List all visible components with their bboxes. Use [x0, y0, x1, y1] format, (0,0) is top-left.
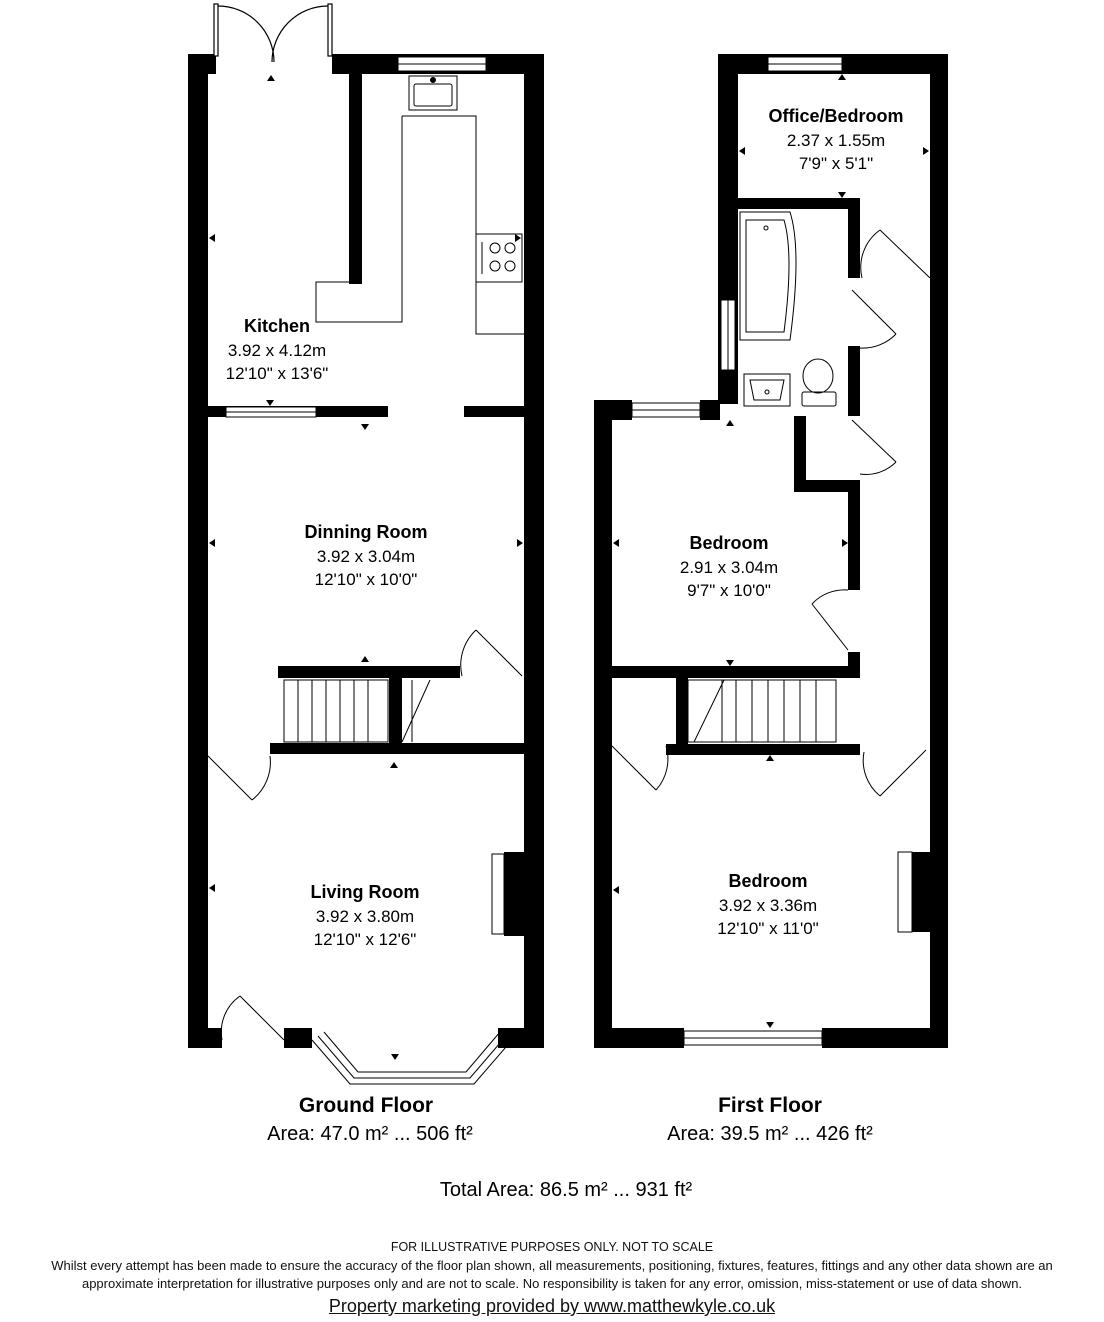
room-metric: 3.92 x 3.36m: [718, 896, 818, 915]
room-imperial: 9'7" x 10'0": [687, 581, 771, 600]
floor-title: First Floor: [718, 1094, 822, 1117]
floor-title: Ground Floor: [298, 1094, 434, 1117]
room-name: Living Room: [310, 882, 420, 902]
internal-window: [226, 407, 316, 417]
floor-area: Area: 39.5 m² ... 426 ft²: [667, 1123, 873, 1145]
room-name: Dinning Room: [304, 522, 428, 542]
room-imperial: 7'9" x 5'1": [798, 154, 874, 173]
total-area: Total Area: 86.5 m² ... 931 ft²: [439, 1179, 693, 1201]
room-imperial: 12'10" x 12'6": [313, 930, 417, 949]
bath-icon: [740, 212, 796, 340]
room-metric: 3.92 x 3.80m: [315, 907, 415, 926]
credit-link[interactable]: Property marketing provided by www.matthewkyle.co.uk: [328, 1296, 776, 1316]
room-name: Office/Bedroom: [768, 106, 904, 126]
room-imperial: 12'10" x 11'0": [717, 919, 819, 938]
floor-area: Area: 47.0 m² ... 506 ft²: [267, 1123, 473, 1145]
ground-floor-stairs: [284, 680, 430, 742]
ground-floor-doors: [208, 630, 522, 1040]
toilet-icon: [802, 359, 836, 406]
room-metric: 2.37 x 1.55m: [786, 131, 886, 150]
basin-icon: [744, 374, 790, 406]
kitchen-window: [398, 57, 486, 71]
bay-window: [312, 1032, 512, 1084]
room-metric: 3.92 x 3.04m: [316, 547, 416, 566]
kitchen-worktops: [316, 116, 524, 334]
disclaimer-title: FOR ILLUSTRATIVE PURPOSES ONLY. NOT TO SCALE: [390, 1240, 714, 1254]
disclaimer-line: Whilst every attempt has been made to ensure the accuracy of the floor plan shown, all measurements, positioning, fixtures, features, fittings and any other data shown are an: [51, 1258, 1053, 1273]
room-metric: 2.91 x 3.04m: [679, 558, 779, 577]
room-name: Bedroom: [689, 533, 769, 553]
room-imperial: 12'10" x 10'0": [314, 570, 418, 589]
disclaimer-line: approximate interpretation for illustrative purposes only and are not to scale. No responsibility is taken for any error, omission, miss-statement or use of data shown.: [81, 1276, 1023, 1291]
kitchen-sink-icon: [409, 76, 457, 110]
first-floor-stairs: [688, 680, 836, 742]
first-floor-doors: [612, 230, 930, 796]
room-metric: 3.92 x 4.12m: [227, 341, 327, 360]
french-doors: [214, 4, 332, 62]
room-name: Kitchen: [243, 316, 311, 336]
room-imperial: 12'10" x 13'6": [225, 364, 329, 383]
room-name: Bedroom: [728, 871, 808, 891]
